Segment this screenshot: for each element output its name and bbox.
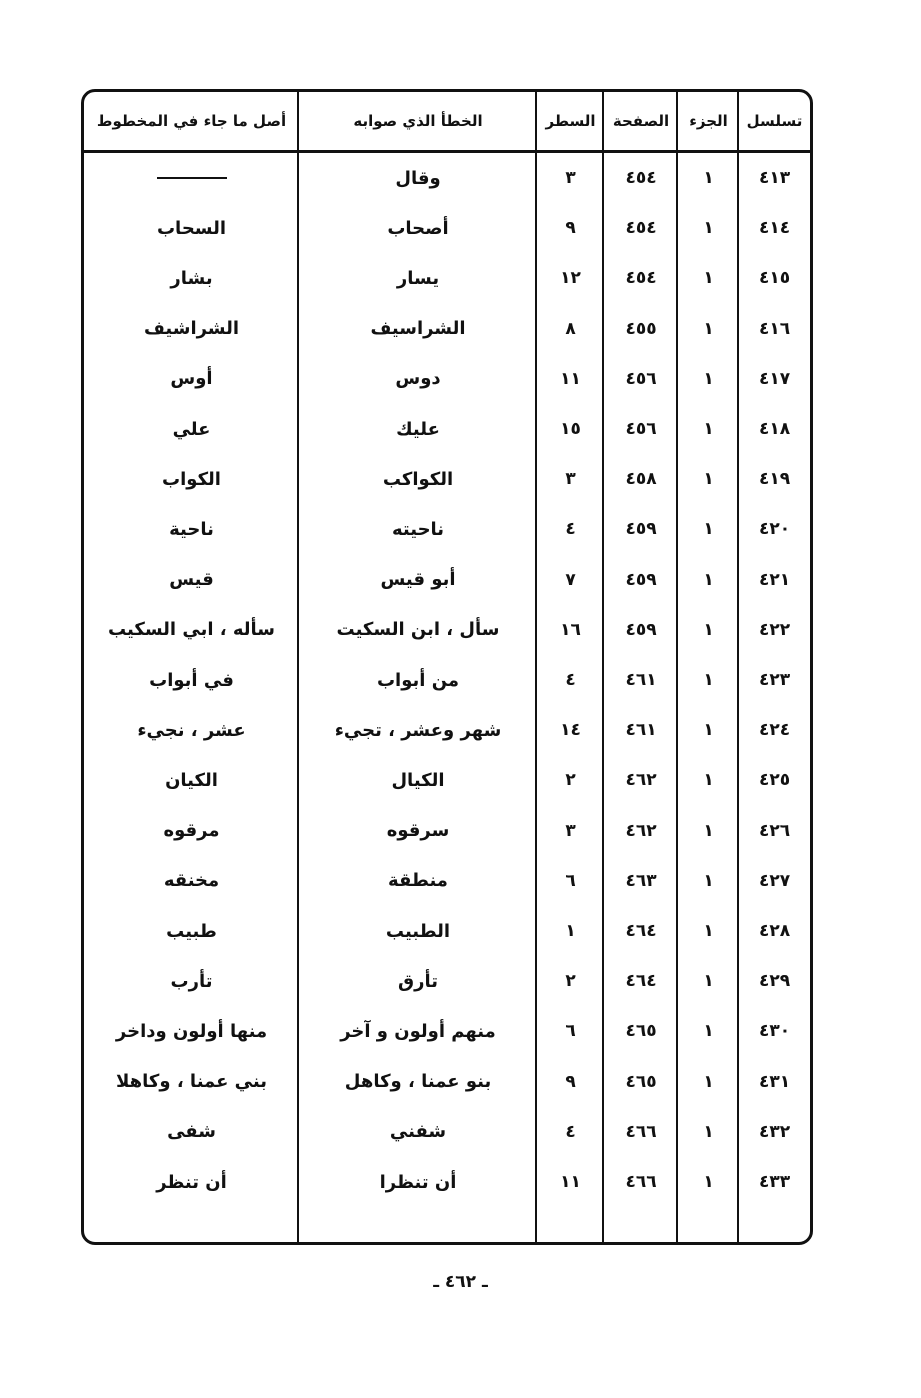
table-header	[84, 92, 810, 153]
header-original: أصل ما جاء في المخطوط	[96, 112, 287, 130]
cell-page: ٤٦٥	[625, 1071, 657, 1092]
cell-page: ٤٥٨	[625, 469, 657, 490]
table-row	[84, 203, 810, 253]
cell-wrong: شفني	[389, 1121, 447, 1143]
table-row	[84, 504, 810, 554]
cell-line: ٩	[565, 1071, 576, 1092]
cell-wrong: تأرق	[398, 970, 438, 992]
cell-part: ١	[703, 820, 714, 841]
cell-part: ١	[703, 1172, 714, 1192]
cell-page: ٤٥٩	[625, 519, 657, 540]
cell-original: تأرب	[170, 970, 213, 992]
cell-original: علي	[172, 418, 211, 440]
cell-part: ١	[703, 1071, 714, 1092]
table-row	[84, 454, 810, 504]
cell-page: ٤٦٤	[625, 971, 657, 992]
cell-part: ١	[703, 419, 714, 439]
table-body	[84, 153, 810, 1242]
cell-original: سأله ، ابي السكيب	[107, 619, 276, 641]
cell-wrong: ناحيته	[391, 518, 445, 540]
cell-serial: ٤٣٢	[758, 1121, 791, 1142]
header-serial: تسلسل	[746, 112, 803, 130]
cell-original: قيس	[169, 569, 214, 591]
cell-page: ٤٥٤	[625, 268, 657, 289]
cell-wrong: منهم أولون و آخر	[340, 1020, 496, 1042]
errata-table	[81, 89, 813, 1245]
cell-original: عشر ، نجيء	[137, 719, 246, 741]
table-row	[84, 806, 810, 856]
cell-wrong: دوس	[395, 368, 441, 390]
cell-original: أن تنظر	[156, 1171, 227, 1193]
table-row	[84, 655, 810, 705]
cell-page: ٤٦١	[625, 720, 657, 741]
cell-page: ٤٦٥	[625, 1021, 657, 1042]
cell-line: ٩	[565, 218, 576, 239]
cell-line: ١٥	[560, 419, 581, 439]
cell-original: طبيب	[166, 920, 217, 942]
cell-page: ٤٦٦	[625, 1121, 657, 1142]
cell-page: ٤٥٦	[625, 368, 657, 389]
cell-part: ١	[703, 619, 714, 640]
cell-page: ٤٦٦	[625, 1172, 657, 1192]
cell-part: ١	[703, 720, 714, 741]
cell-line: ٦	[565, 1021, 576, 1042]
cell-part: ١	[703, 569, 714, 590]
cell-part: ١	[703, 770, 714, 791]
table-row	[84, 304, 810, 354]
cell-serial: ٤١٥	[758, 268, 791, 289]
cell-page: ٤٥٥	[625, 318, 657, 339]
cell-part: ١	[703, 1021, 714, 1042]
table-row	[84, 1057, 810, 1107]
cell-part: ١	[703, 318, 714, 339]
cell-line: ٢	[565, 770, 576, 791]
cell-part: ١	[703, 921, 714, 941]
table-row	[84, 555, 810, 605]
table-row	[84, 856, 810, 906]
cell-original	[84, 153, 299, 203]
cell-serial: ٤١٧	[758, 368, 791, 389]
cell-line: ٦	[565, 870, 576, 891]
cell-line: ٢	[565, 971, 576, 992]
cell-page: ٤٥٤	[625, 168, 657, 188]
cell-original: الكواب	[162, 468, 221, 490]
cell-part: ١	[703, 1121, 714, 1142]
cell-line: ١١	[560, 1172, 581, 1192]
cell-original: الكيان	[165, 769, 218, 791]
cell-page: ٤٥٦	[625, 419, 657, 439]
cell-wrong: يسار	[396, 267, 440, 289]
cell-line: ١٤	[560, 720, 581, 741]
cell-wrong: بنو عمنا ، وكاهل	[344, 1071, 492, 1093]
cell-serial: ٤٢٣	[758, 670, 791, 690]
table-row	[84, 605, 810, 655]
cell-part: ١	[703, 971, 714, 992]
cell-original: بشار	[170, 267, 213, 289]
page-number: ـ ٤٦٢ ـ	[433, 1272, 488, 1292]
empty-dash	[157, 177, 227, 179]
cell-wrong: الكواكب	[382, 468, 454, 490]
table-row	[84, 755, 810, 805]
cell-line: ١٦	[560, 619, 581, 640]
cell-original: في أبواب	[149, 669, 234, 691]
cell-original: الشراشيف	[143, 318, 240, 340]
cell-part: ١	[703, 469, 714, 490]
cell-wrong: شهر وعشر ، تجيء	[334, 719, 502, 741]
table-row	[84, 956, 810, 1006]
table-row	[84, 1006, 810, 1056]
cell-wrong: الطبيب	[385, 920, 451, 942]
table-row	[84, 1107, 810, 1157]
cell-line: ١٢	[560, 268, 581, 289]
cell-part: ١	[703, 218, 714, 239]
cell-line: ٧	[565, 569, 576, 590]
header-page: الصفحة	[612, 112, 670, 130]
table-row	[84, 705, 810, 755]
cell-serial: ٤٣٠	[758, 1021, 791, 1042]
cell-line: ١١	[560, 368, 581, 389]
cell-wrong: منطقة	[388, 870, 448, 892]
cell-serial: ٤١٦	[758, 318, 791, 339]
cell-line: ٤	[565, 670, 576, 690]
header-part: الجزء	[689, 112, 728, 130]
cell-line: ١	[565, 921, 576, 941]
cell-wrong: أن تنظرا	[379, 1171, 457, 1193]
cell-page: ٤٥٩	[625, 569, 657, 590]
cell-original: السحاب	[156, 217, 227, 239]
header-wrong: الخطأ الذي صوابه	[353, 112, 483, 130]
cell-serial: ٤١٤	[758, 218, 791, 239]
cell-page: ٤٦٣	[625, 870, 657, 891]
cell-line: ٨	[565, 318, 576, 339]
cell-wrong: سأل ، ابن السكيت	[336, 619, 500, 641]
table-row	[84, 153, 810, 203]
cell-serial: ٤١٨	[758, 419, 791, 439]
cell-serial: ٤٢٤	[758, 720, 791, 741]
cell-page: ٤٦١	[625, 670, 657, 690]
cell-serial: ٤١٣	[758, 168, 791, 188]
cell-serial: ٤٢١	[758, 569, 791, 590]
cell-line: ٣	[565, 820, 576, 841]
cell-wrong: سرقوه	[386, 820, 450, 842]
cell-page: ٤٦٤	[625, 921, 657, 941]
cell-page: ٤٦٢	[625, 770, 657, 791]
cell-serial: ٤٢٥	[758, 770, 791, 791]
cell-part: ١	[703, 519, 714, 540]
cell-original: أوس	[170, 368, 213, 390]
cell-line: ٣	[565, 168, 576, 188]
cell-part: ١	[703, 368, 714, 389]
cell-part: ١	[703, 268, 714, 289]
cell-serial: ٤٢٦	[758, 820, 791, 841]
cell-serial: ٤٣١	[758, 1071, 791, 1092]
table-row	[84, 253, 810, 303]
cell-wrong: الشراسيف	[370, 318, 466, 340]
cell-wrong: أصحاب	[387, 217, 449, 239]
cell-serial: ٤٢٠	[758, 519, 791, 540]
cell-wrong: عليك	[396, 418, 440, 440]
cell-wrong: الكيال	[391, 769, 445, 791]
cell-original: بني عمنا ، وكاهلا	[116, 1071, 267, 1093]
cell-serial: ٤٢٨	[758, 921, 791, 941]
table-row	[84, 1157, 810, 1207]
cell-part: ١	[703, 670, 714, 690]
cell-wrong: من أبواب	[376, 669, 460, 691]
cell-page: ٤٥٩	[625, 619, 657, 640]
cell-original: مخنقه	[163, 870, 220, 892]
cell-serial: ٤١٩	[758, 469, 791, 490]
table-row	[84, 354, 810, 404]
cell-original: منها أولون وداخر	[115, 1020, 268, 1042]
table-row	[84, 404, 810, 454]
cell-original: مرقوه	[163, 820, 220, 842]
cell-serial: ٤٢٧	[758, 870, 791, 891]
cell-serial: ٤٢٩	[758, 971, 791, 992]
table-row	[84, 906, 810, 956]
header-line: السطر	[545, 112, 596, 130]
cell-serial: ٤٢٢	[758, 619, 791, 640]
cell-line: ٤	[565, 519, 576, 540]
cell-wrong: أبو قيس	[380, 569, 456, 591]
cell-original: شفى	[167, 1121, 216, 1143]
cell-page: ٤٥٤	[625, 218, 657, 239]
cell-line: ٤	[565, 1121, 576, 1142]
cell-original: ناحية	[169, 518, 214, 540]
cell-serial: ٤٣٣	[758, 1172, 791, 1192]
cell-wrong: وقال	[395, 167, 441, 189]
cell-part: ١	[703, 870, 714, 891]
cell-line: ٣	[565, 469, 576, 490]
cell-part: ١	[703, 168, 714, 188]
cell-page: ٤٦٢	[625, 820, 657, 841]
